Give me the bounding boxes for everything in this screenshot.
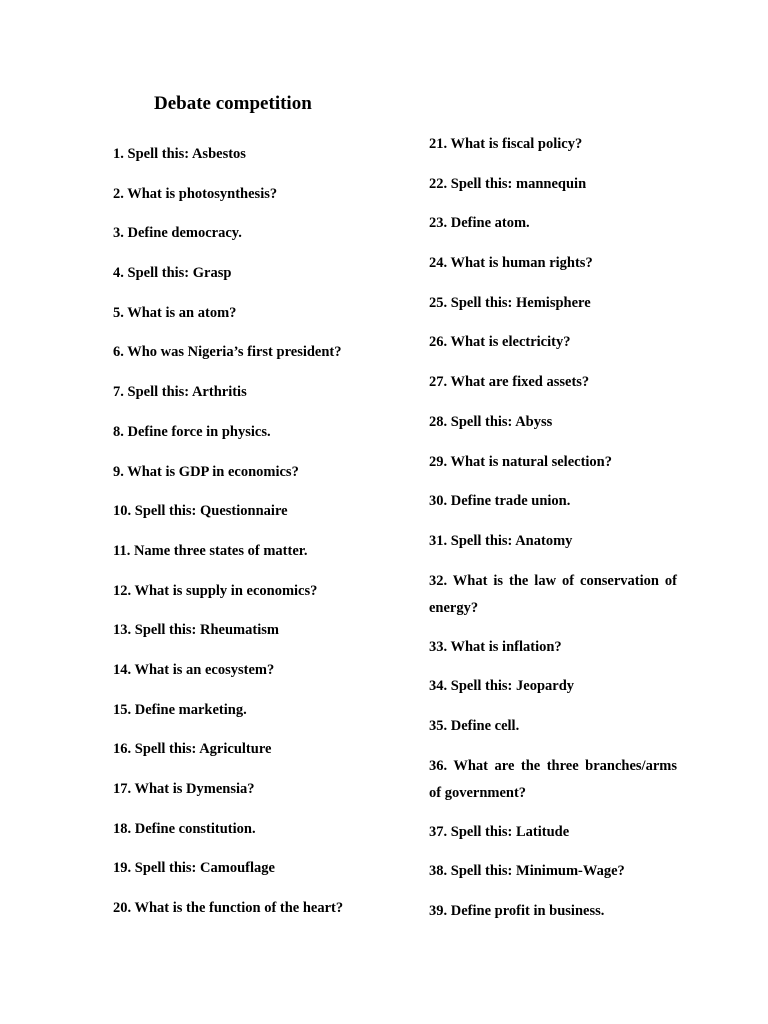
question-item: 17. What is Dymensia? xyxy=(113,781,255,797)
question-item: 33. What is inflation? xyxy=(429,638,562,655)
question-item: 7. Spell this: Arthritis xyxy=(113,384,247,401)
question-item: 32. What is the law of conservation of energy? xyxy=(429,572,677,616)
question-item: 12. What is supply in economics? xyxy=(113,582,318,599)
question-item: 38. Spell this: Minimum-Wage? xyxy=(429,863,625,880)
question-item: 1. Spell this: Asbestos xyxy=(113,146,246,162)
question-item: 29. What is natural selection? xyxy=(429,453,612,470)
question-item: 6. Who was Nigeria’s first president? xyxy=(113,344,342,361)
question-item: 25. Spell this: Hemisphere xyxy=(429,294,591,311)
question-item: 4. Spell this: Grasp xyxy=(113,265,232,282)
question-item: 39. Define profit in business. xyxy=(429,903,605,919)
page-title: Debate competition xyxy=(154,93,312,114)
question-item: 2. What is photosynthesis? xyxy=(113,185,278,202)
question-item: 37. Spell this: Latitude xyxy=(429,823,570,840)
question-item: 14. What is an ecosystem? xyxy=(113,661,275,678)
question-item: 21. What is fiscal policy? xyxy=(429,136,583,152)
question-item: 27. What are fixed assets? xyxy=(429,374,590,391)
question-list-left xyxy=(113,141,413,935)
question-item: 20. What is the function of the heart? xyxy=(113,900,344,917)
question-item: 8. Define force in physics. xyxy=(113,423,271,440)
question-item: 30. Define trade union. xyxy=(429,493,571,510)
question-item: 19. Spell this: Camouflage xyxy=(113,860,275,877)
question-item: 18. Define constitution. xyxy=(113,820,256,837)
question-item: 9. What is GDP in economics? xyxy=(113,463,299,480)
question-item: 13. Spell this: Rheumatism xyxy=(113,622,279,639)
question-item: 23. Define atom. xyxy=(429,215,530,232)
question-item: 22. Spell this: mannequin xyxy=(429,175,587,192)
question-item: 3. Define democracy. xyxy=(113,225,242,242)
question-item: 31. Spell this: Anatomy xyxy=(429,532,573,549)
question-list-right xyxy=(429,131,677,938)
question-item: 26. What is electricity? xyxy=(429,334,571,351)
question-item: 24. What is human rights? xyxy=(429,255,593,272)
question-item: 35. Define cell. xyxy=(429,717,520,734)
question-item: 16. Spell this: Agriculture xyxy=(113,741,272,758)
question-item: 36. What are the three branches/arms of government? xyxy=(429,757,677,801)
question-item: 15. Define marketing. xyxy=(113,701,247,718)
question-item: 5. What is an atom? xyxy=(113,304,237,321)
question-item: 10. Spell this: Questionnaire xyxy=(113,503,288,520)
question-item: 28. Spell this: Abyss xyxy=(429,413,553,430)
question-item: 11. Name three states of matter. xyxy=(113,542,308,559)
question-item: 34. Spell this: Jeopardy xyxy=(429,678,575,695)
